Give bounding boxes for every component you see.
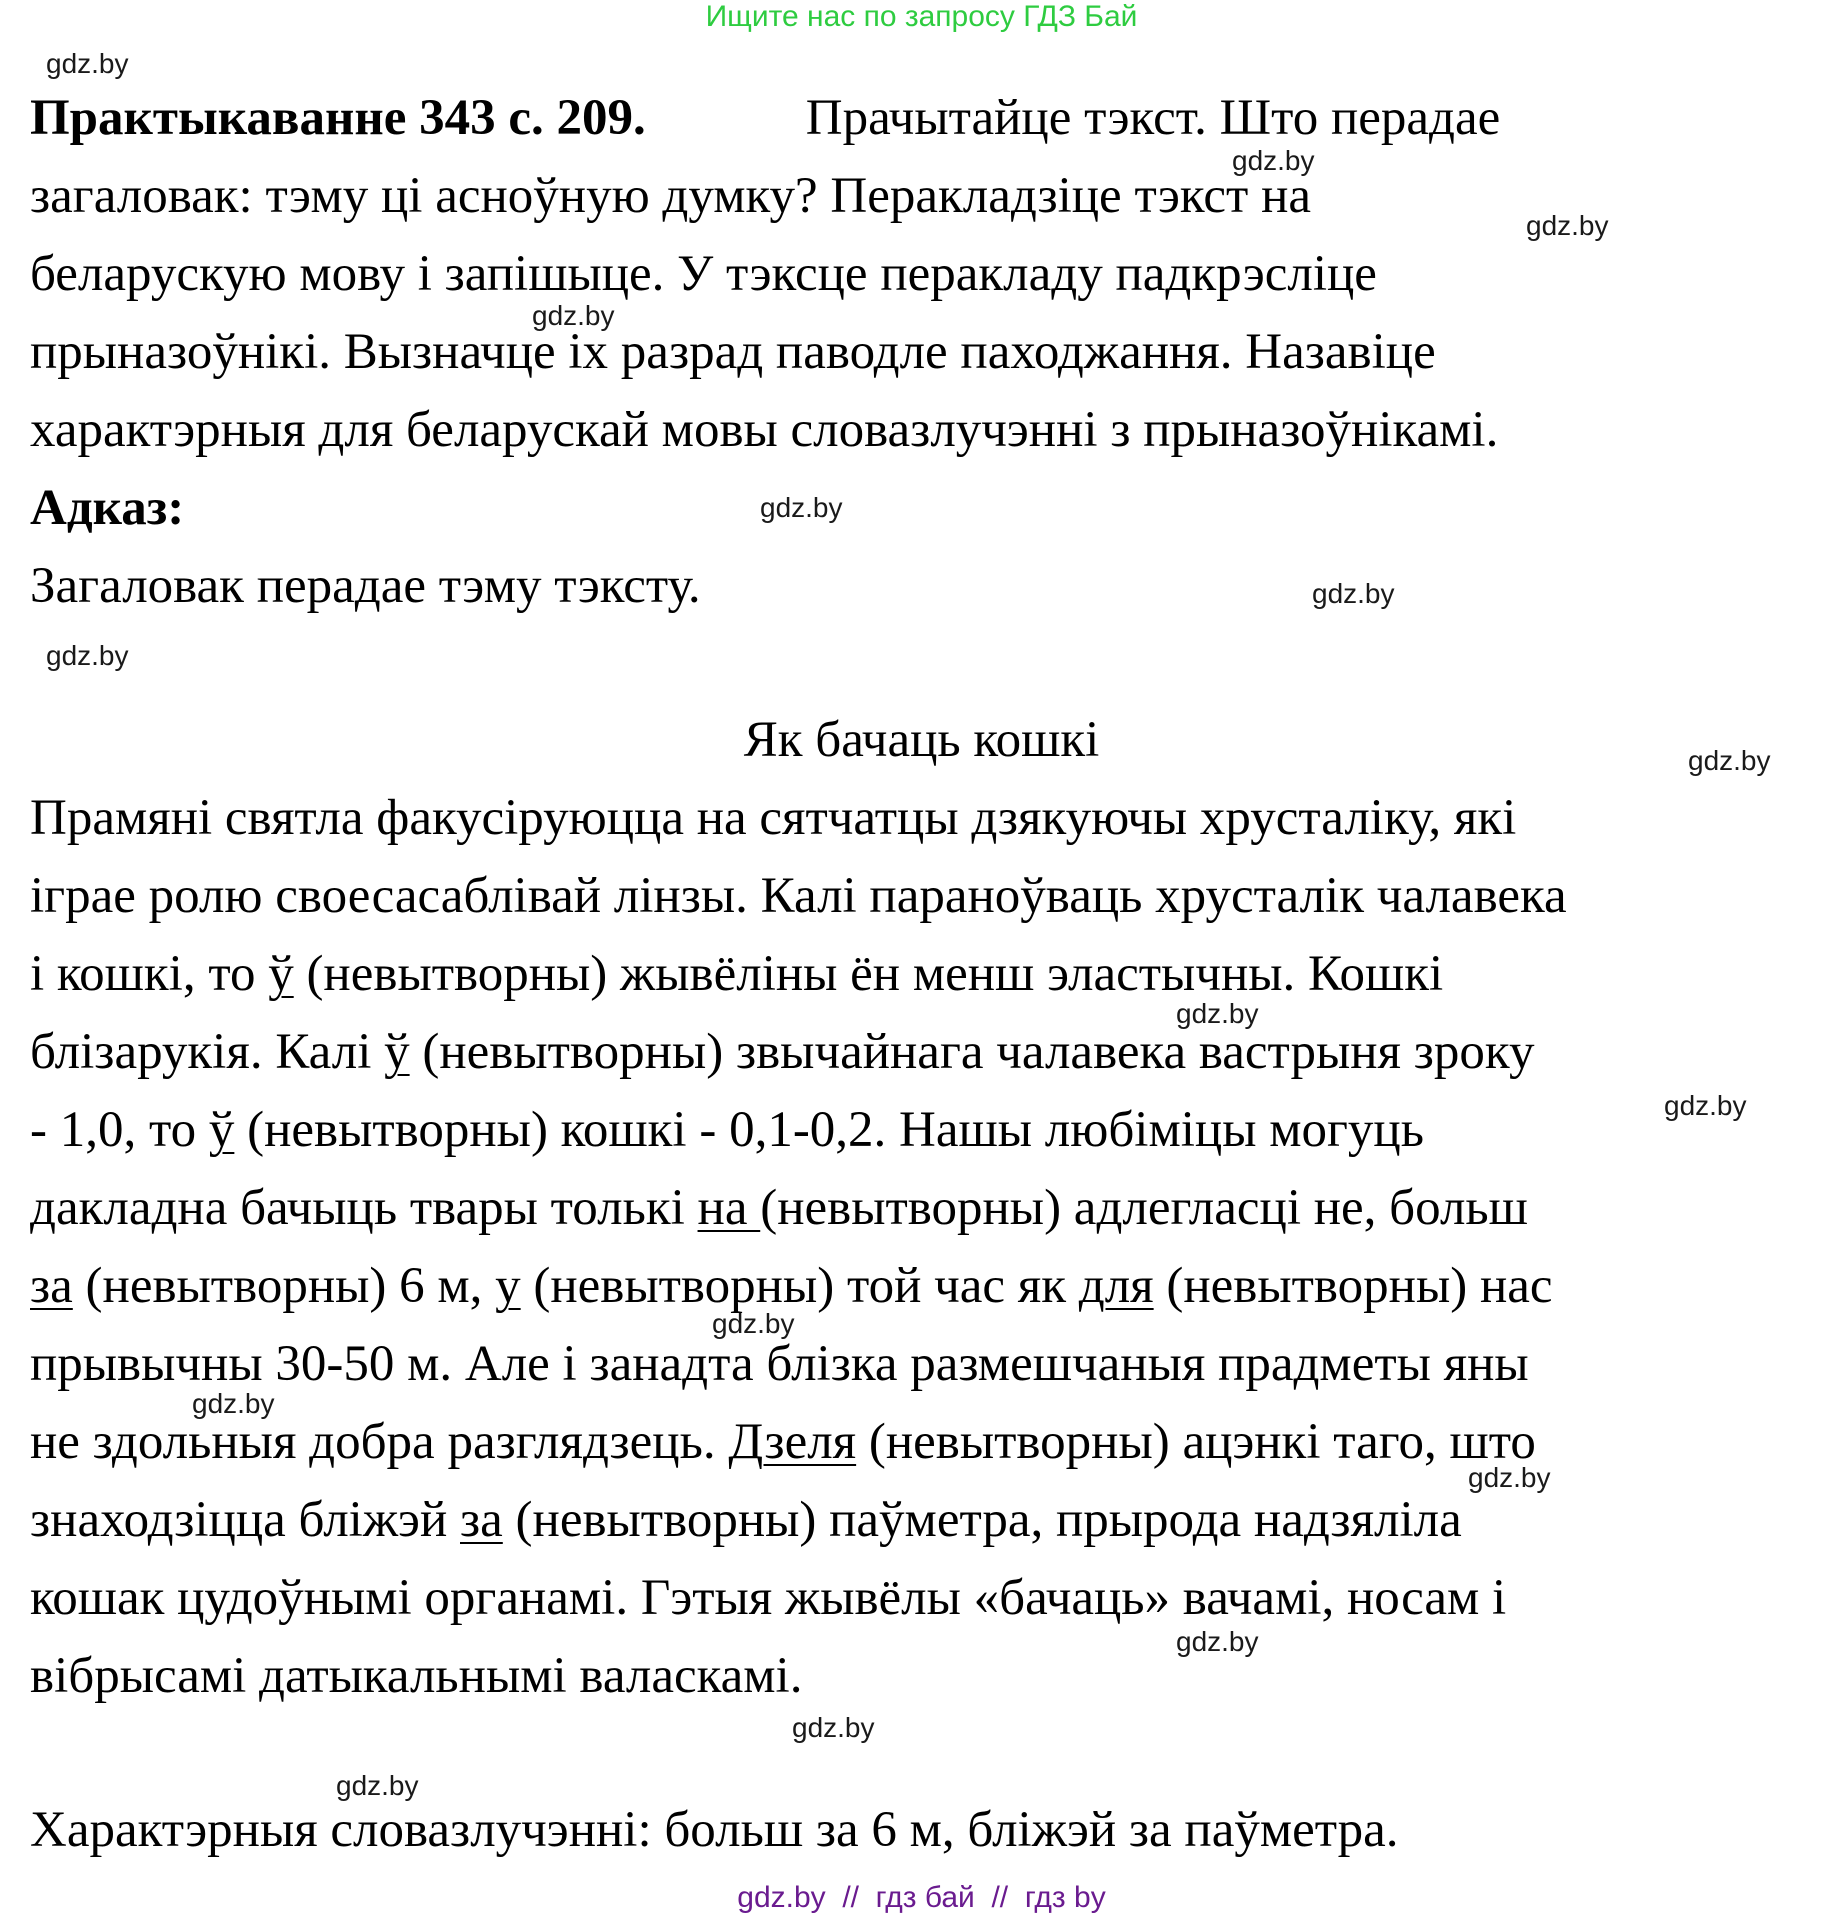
text-line: не здольныя добра разглядзець. Дзеля (невытворны) ацэнкі таго, што — [30, 1414, 1536, 1470]
underlined-preposition: на — [697, 1180, 761, 1236]
underlined-preposition: за — [30, 1258, 73, 1314]
answer-label: Адказ: — [30, 480, 185, 536]
exercise-heading: Практыкаванне 343 с. 209. — [30, 90, 646, 146]
watermark: gdz.by — [760, 492, 843, 523]
watermark: gdz.by — [1468, 1462, 1551, 1493]
underlined-preposition: для — [1078, 1258, 1154, 1314]
text-line: іграе ролю своесасаблівай лінзы. Калі параноўваць хрусталік чалавека — [30, 868, 1567, 924]
watermark: gdz.by — [532, 300, 615, 331]
answer-statement: Загаловак перадае тэму тэксту. — [30, 558, 701, 614]
underlined-preposition: ў — [384, 1024, 410, 1080]
text-title: Як бачаць кошкі — [743, 712, 1100, 768]
task-line-1 — [30, 88, 1500, 148]
watermark: gdz.by — [336, 1770, 419, 1801]
watermark: gdz.by — [712, 1308, 795, 1339]
underlined-preposition: Дзеля — [728, 1414, 857, 1470]
watermark: gdz.by — [1232, 145, 1315, 176]
watermark: gdz.by — [1312, 578, 1395, 609]
underlined-preposition: у — [495, 1258, 521, 1314]
watermark: gdz.by — [46, 48, 129, 79]
watermark: gdz.by — [1664, 1090, 1747, 1121]
task-line-3: беларускую мову і запішыце. У тэксце перакладу падкрэсліце — [30, 246, 1377, 302]
text-line: дакладна бачыць твары толькі на (невытворны) адлегласці не, больш — [30, 1180, 1528, 1236]
underlined-preposition: за — [460, 1492, 503, 1548]
watermark: gdz.by — [1688, 745, 1771, 776]
text-line: вібрысамі датыкальнымі валаскамі. — [30, 1648, 803, 1704]
watermark: gdz.by — [1526, 210, 1609, 241]
watermark: gdz.by — [1176, 998, 1259, 1029]
task-text: Прачытайце тэкст. Што перадае — [805, 90, 1501, 146]
text-line: і кошкі, то ў (невытворны) жывёліны ён менш эластычны. Кошкі — [30, 946, 1444, 1002]
text-line: знаходзіцца бліжэй за (невытворны) паўметра, прырода надзяліла — [30, 1492, 1462, 1548]
underlined-preposition: ў — [208, 1102, 235, 1158]
task-line-2: загаловак: тэму ці асноўную думку? Перакладзіце тэкст на — [30, 168, 1312, 224]
text-line: Прамяні святла факусіруюцца на сятчатцы дзякуючы хрусталіку, які — [30, 790, 1517, 846]
watermark: gdz.by — [1176, 1626, 1259, 1657]
text-line: прывычны 30-50 м. Але і занадта блізка размешчаныя прадметы яны — [30, 1336, 1529, 1392]
watermark: gdz.by — [192, 1388, 275, 1419]
text-line: блізарукія. Калі ў (невытворны) звычайнага чалавека вастрыня зроку — [30, 1024, 1535, 1080]
watermark: gdz.by — [792, 1712, 875, 1743]
text-line: кошак цудоўнымі органамі. Гэтыя жывёлы «бачаць» вачамі, носам і — [30, 1570, 1507, 1626]
footer-links: gdz.by // гдз бай // гдз by — [737, 1881, 1106, 1914]
underlined-preposition: ў — [268, 946, 294, 1002]
search-banner: Ищите нас по запросу ГДЗ Бай — [705, 0, 1138, 33]
watermark: gdz.by — [46, 640, 129, 671]
text-line: за (невытворны) 6 м, у (невытворны) той час як для (невытворны) нас — [30, 1258, 1553, 1314]
text-line: - 1,0, то ў (невытворны) кошкі - 0,1-0,2. Нашы любіміцы могуць — [30, 1102, 1424, 1158]
task-line-5: характэрныя для беларускай мовы словазлучэнні з прыназоўнікамі. — [30, 402, 1499, 458]
conclusion: Характэрныя словазлучэнні: больш за 6 м, бліжэй за паўметра. — [30, 1802, 1399, 1858]
task-line-4: прыназоўнікі. Вызначце іх разрад паводле паходжання. Назавіце — [30, 324, 1436, 380]
